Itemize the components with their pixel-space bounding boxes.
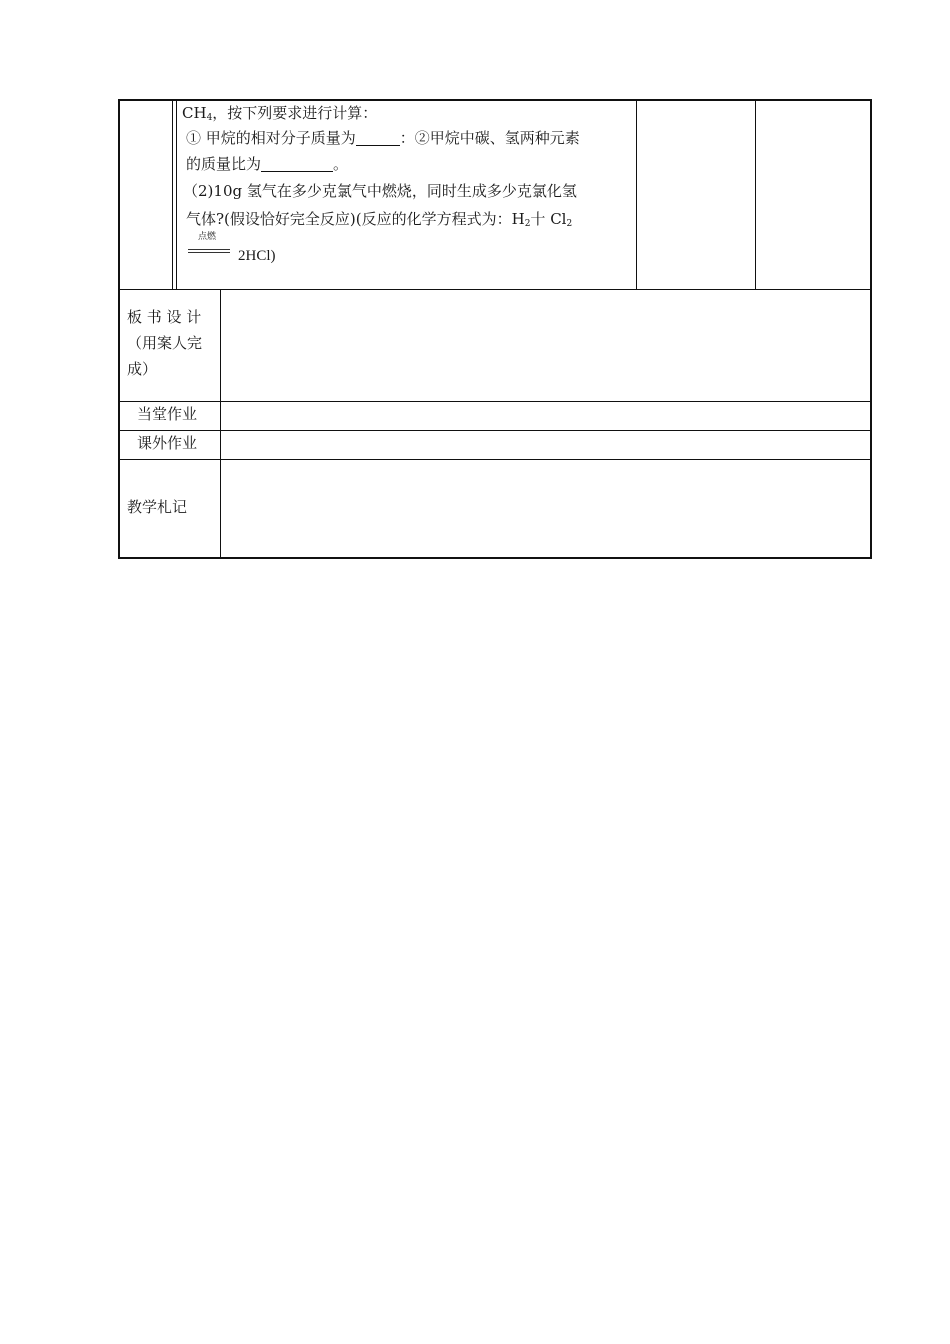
- answer-blank-molecular-mass[interactable]: [356, 129, 400, 146]
- homework-label: 课外作业: [137, 434, 198, 452]
- task-line-3: 的质量比为 。: [186, 155, 349, 173]
- task-line-1: $CH_4$，按下列要求进行计算：: [182, 104, 378, 123]
- reaction-arrow: [188, 232, 232, 258]
- task-line-5: 气体?(假设恰好完全反应)(反应的化学方程式为：$H_2$十 $Cl_2$: [186, 210, 573, 229]
- column-divider: [636, 99, 637, 290]
- teaching-notes-content[interactable]: [221, 460, 870, 557]
- task-line-2: ① 甲烷的相对分子质量为 ：②甲烷中碳、氢两种元素: [186, 129, 580, 147]
- classwork-label: 当堂作业: [137, 405, 198, 423]
- column-divider: [755, 99, 756, 290]
- homework-content[interactable]: [221, 431, 870, 459]
- board-design-label: 板 书 设 计 （用案人完 成）: [127, 308, 203, 378]
- column-divider: [176, 99, 177, 290]
- reaction-condition: 点燃: [198, 232, 217, 242]
- teaching-notes-label: 教学札记: [127, 498, 188, 516]
- formula-ch4: $CH_4$: [182, 104, 213, 123]
- task-line-4: （2)10g 氢气在多少克氯气中燃烧，同时生成多少克氯化氢: [183, 182, 577, 200]
- column-divider: [172, 99, 173, 290]
- classwork-content[interactable]: [221, 402, 870, 430]
- reaction-product: 2HCl): [238, 248, 276, 264]
- board-design-content[interactable]: [221, 290, 870, 400]
- answer-blank-mass-ratio[interactable]: [261, 155, 333, 172]
